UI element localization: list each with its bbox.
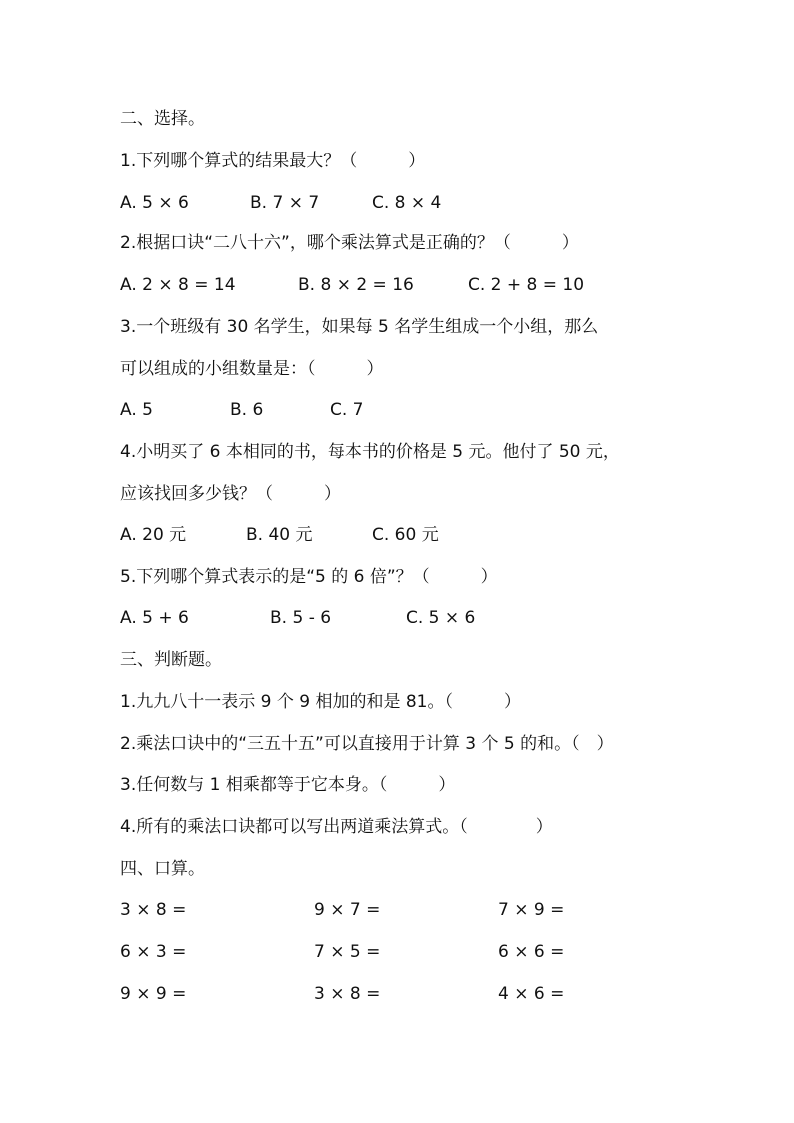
option-b: B. 8 × 2 = 16 xyxy=(298,275,414,295)
option-c: C. 7 xyxy=(330,400,364,420)
option-c: C. 8 × 4 xyxy=(372,193,442,213)
option-c: C. 5 × 6 xyxy=(406,608,476,628)
question-5-options xyxy=(120,607,760,629)
section-title-mental-math: 四、口算。 xyxy=(120,859,205,879)
mental-math-item: 6 × 6 = xyxy=(498,942,565,962)
mental-math-item: 9 × 7 = xyxy=(314,900,381,920)
judgement-item-3: 3.任何数与 1 相乘都等于它本身。（ ） xyxy=(120,775,456,795)
option-b: B. 7 × 7 xyxy=(250,193,320,213)
option-a: A. 2 × 8 = 14 xyxy=(120,275,236,295)
judgement-item-1: 1.九九八十一表示 9 个 9 相加的和是 81。（ ） xyxy=(120,692,522,712)
question-2-text: 2.根据口诀“二八十六”，哪个乘法算式是正确的？（ ） xyxy=(120,233,579,253)
judgement-item-2: 2.乘法口诀中的“三五十五”可以直接用于计算 3 个 5 的和。（ ） xyxy=(120,734,614,754)
option-c: C. 60 元 xyxy=(372,525,439,545)
mental-math-item: 7 × 5 = xyxy=(314,942,381,962)
question-3-text-line1: 3.一个班级有 30 名学生，如果每 5 名学生组成一个小组，那么 xyxy=(120,317,599,337)
option-a: A. 20 元 xyxy=(120,525,187,545)
judgement-item-4: 4.所有的乘法口诀都可以写出两道乘法算式。（ ） xyxy=(120,817,553,837)
mental-math-item: 9 × 9 = xyxy=(120,984,187,1004)
option-b: B. 40 元 xyxy=(246,525,313,545)
question-4-text-line2: 应该找回多少钱？（ ） xyxy=(120,484,341,504)
option-a: A. 5 + 6 xyxy=(120,608,189,628)
question-4-text-line1: 4.小明买了 6 本相同的书，每本书的价格是 5 元。他付了 50 元， xyxy=(120,442,620,462)
question-3-text-line2: 可以组成的小组数量是：（ ） xyxy=(120,359,384,379)
option-b: B. 6 xyxy=(230,400,264,420)
question-1-options xyxy=(120,192,760,214)
question-5-text: 5.下列哪个算式表示的是“5 的 6 倍”？（ ） xyxy=(120,567,498,587)
mental-math-item: 3 × 8 = xyxy=(120,900,187,920)
section-title-choice: 二、选择。 xyxy=(120,109,205,129)
question-1-text: 1.下列哪个算式的结果最大？（ ） xyxy=(120,151,426,171)
option-b: B. 5 - 6 xyxy=(270,608,332,628)
section-title-judgement: 三、判断题。 xyxy=(120,650,222,670)
option-a: A. 5 × 6 xyxy=(120,193,189,213)
question-3-options xyxy=(120,399,760,421)
option-c: C. 2 + 8 = 10 xyxy=(468,275,585,295)
mental-math-item: 4 × 6 = xyxy=(498,984,565,1004)
mental-math-row xyxy=(120,941,720,963)
question-4-options xyxy=(120,524,760,546)
option-a: A. 5 xyxy=(120,400,153,420)
mental-math-item: 7 × 9 = xyxy=(498,900,565,920)
question-2-options xyxy=(120,274,760,296)
mental-math-row xyxy=(120,899,720,921)
mental-math-item: 6 × 3 = xyxy=(120,942,187,962)
mental-math-item: 3 × 8 = xyxy=(314,984,381,1004)
mental-math-row xyxy=(120,983,720,1005)
